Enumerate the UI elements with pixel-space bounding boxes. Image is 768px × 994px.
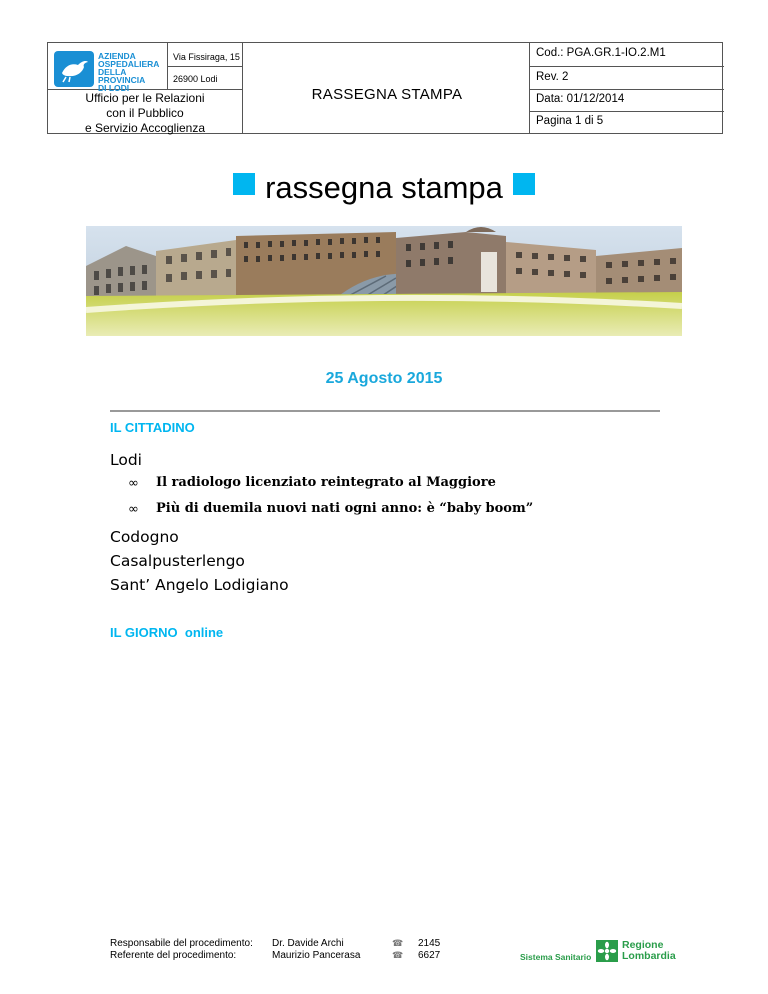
footer-phones: [418, 938, 440, 962]
page-number: Pagina 1 di 5: [536, 115, 604, 127]
article-title: Più di duemila nuovi nati ogni anno: è “baby boom”: [156, 501, 534, 516]
office-line-3: e Servizio Accoglienza: [84, 121, 206, 135]
square-bullet-icon: [233, 173, 255, 195]
dove-icon: [54, 51, 94, 87]
place-codogno: Codogno: [110, 528, 179, 546]
lombardia-rose-icon: [596, 940, 618, 962]
logo-text: AZIENDA OSPEDALIERA DELLA PROVINCIA DI LODI: [98, 51, 160, 93]
regione-line-1: Regione: [622, 939, 664, 951]
referente-label: Referente del procedimento:: [110, 950, 237, 961]
place-lodi: Lodi: [110, 451, 142, 469]
place-casalpusterlengo: Casalpusterlengo: [110, 552, 245, 570]
article-title: Il radiologo licenziato reintegrato al Maggiore: [156, 475, 496, 490]
address-city: 26900 Lodi: [173, 74, 218, 84]
responsabile-name: Dr. Davide Archi: [272, 938, 344, 949]
header-title: RASSEGNA STAMPA: [311, 86, 463, 103]
footer-labels: [110, 938, 253, 962]
address-street: Via Fissiraga, 15: [173, 52, 240, 62]
office-line-1: Ufficio per le Relazioni: [85, 91, 205, 105]
divider: [110, 410, 660, 412]
hero-title-text: rassegna stampa: [265, 170, 503, 205]
hospital-logo: [54, 51, 166, 93]
regione-line-2: Lombardia: [622, 950, 676, 962]
document-code: Cod.: PGA.GR.1-IO.2.M1: [536, 47, 666, 59]
section-heading-il-cittadino: IL CITTADINO: [110, 420, 195, 435]
infinity-bullet-icon: ∞: [128, 476, 139, 491]
revision: Rev. 2: [536, 71, 569, 83]
hero-title: [0, 170, 768, 206]
square-bullet-icon: [513, 173, 535, 195]
sistema-sanitario-text: Sistema Sanitario: [520, 952, 592, 962]
section-heading-il-giorno: IL GIORNO online: [110, 625, 224, 640]
regione-lombardia-logo: [520, 940, 686, 966]
document-date: Data: 01/12/2014: [536, 93, 625, 105]
responsabile-phone: 2145: [418, 938, 441, 949]
document-header: [47, 42, 723, 134]
infinity-bullet-icon: ∞: [128, 502, 139, 517]
issue-date: 25 Agosto 2015: [325, 370, 443, 387]
footer-names: [272, 938, 360, 962]
office-name: [48, 91, 242, 136]
office-line-2: con il Pubblico: [106, 106, 184, 120]
place-santangelo: Sant’ Angelo Lodigiano: [110, 576, 289, 594]
referente-phone: 6627: [418, 950, 441, 961]
regione-text: [622, 940, 676, 962]
responsabile-label: Responsabile del procedimento:: [110, 938, 253, 949]
hospital-banner-image: [86, 226, 682, 336]
referente-name: Maurizio Pancerasa: [272, 950, 361, 961]
phone-icon: ☎: [392, 950, 404, 960]
phone-icon: ☎: [392, 938, 404, 948]
